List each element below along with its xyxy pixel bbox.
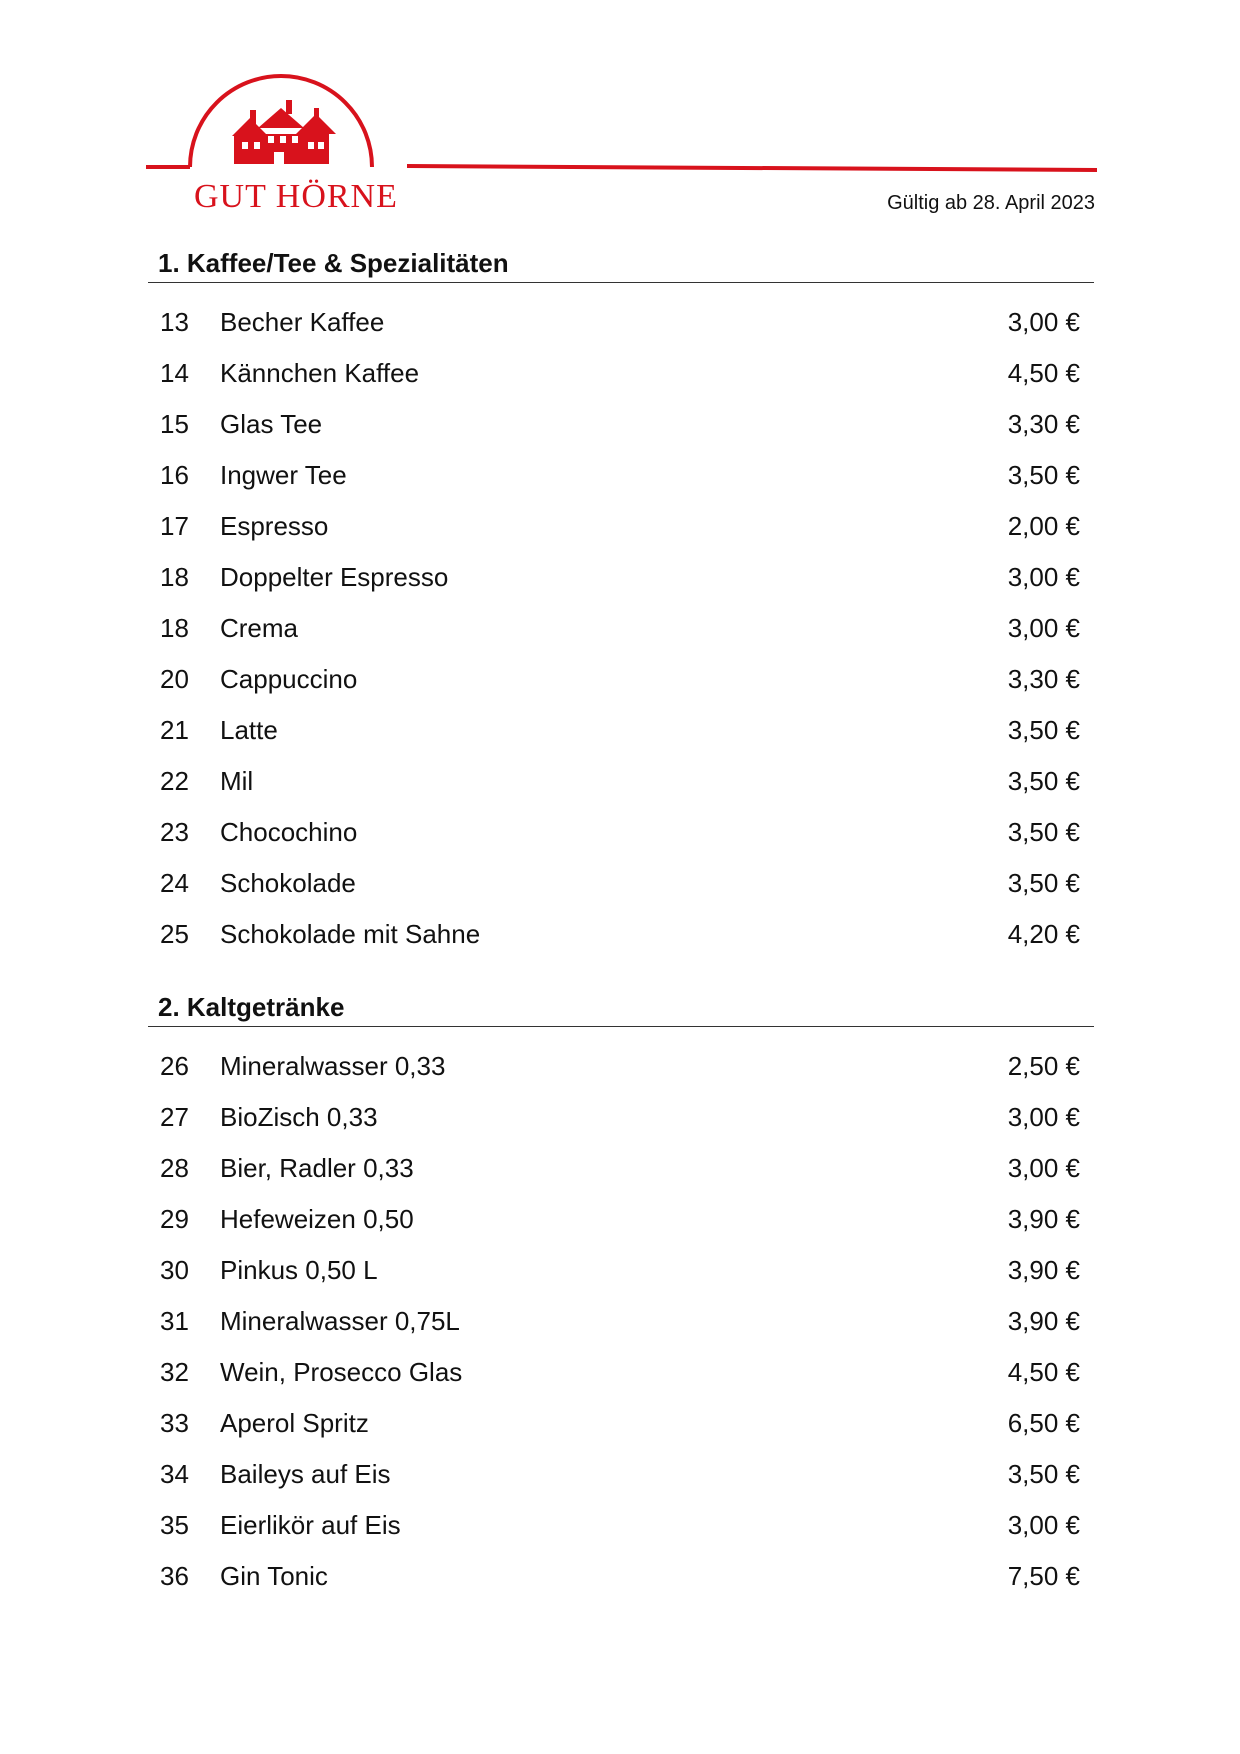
item-name: Cappuccino (220, 664, 358, 694)
item-number: 21 (160, 715, 189, 745)
brand-name: GUT HÖRNE (194, 178, 398, 215)
menu-item-row (148, 756, 1094, 807)
item-name: Baileys auf Eis (220, 1459, 391, 1489)
item-list (148, 1041, 1094, 1602)
menu-item-row (148, 705, 1094, 756)
menu-item-row (148, 909, 1094, 960)
item-number: 15 (160, 409, 189, 439)
item-name: Latte (220, 715, 278, 745)
item-number: 30 (160, 1255, 189, 1285)
item-price: 2,00 € (1007, 511, 1080, 541)
menu-item-row (148, 1194, 1094, 1245)
section-hot-drinks (148, 244, 1094, 960)
menu-item-row (148, 1449, 1094, 1500)
item-name: Aperol Spritz (220, 1408, 369, 1438)
item-price: 3,00 € (1007, 1102, 1080, 1132)
item-price: 3,90 € (1007, 1204, 1080, 1234)
item-price: 3,50 € (1007, 460, 1080, 490)
menu-item-row (148, 450, 1094, 501)
item-number: 24 (160, 868, 189, 898)
menu-item-row (148, 807, 1094, 858)
item-price: 3,90 € (1007, 1255, 1080, 1285)
item-list (148, 297, 1094, 960)
item-name: Eierlikör auf Eis (220, 1510, 401, 1540)
item-price: 3,00 € (1007, 562, 1080, 592)
menu-item-row (148, 1143, 1094, 1194)
item-number: 16 (160, 460, 189, 490)
item-number: 18 (160, 562, 189, 592)
item-name: BioZisch 0,33 (220, 1102, 378, 1132)
item-number: 23 (160, 817, 189, 847)
item-name: Mineralwasser 0,33 (220, 1051, 446, 1081)
item-number: 35 (160, 1510, 189, 1540)
item-name: Schokolade mit Sahne (220, 919, 481, 949)
item-price: 3,30 € (1007, 664, 1080, 694)
item-number: 32 (160, 1357, 189, 1387)
header-red-line (147, 164, 1097, 174)
menu-item-row (148, 1041, 1094, 1092)
menu-item-row (148, 399, 1094, 450)
menu-item-row (148, 1245, 1094, 1296)
menu-item-row (148, 1500, 1094, 1551)
item-number: 25 (160, 919, 189, 949)
menu-item-row (148, 297, 1094, 348)
section-cold-drinks (148, 988, 1094, 1602)
item-name: Kännchen Kaffee (220, 358, 420, 388)
gut-hoerne-logo (146, 72, 416, 222)
item-number: 17 (160, 511, 189, 541)
item-number: 29 (160, 1204, 189, 1234)
section-title: 1. Kaffee/Tee & Spezialitäten (148, 244, 1094, 283)
item-price: 7,50 € (1007, 1561, 1080, 1591)
item-number: 13 (160, 307, 189, 337)
item-price: 2,50 € (1007, 1051, 1080, 1081)
menu-item-row (148, 348, 1094, 399)
item-number: 20 (160, 664, 189, 694)
item-price: 4,50 € (1007, 358, 1080, 388)
menu-item-row (148, 654, 1094, 705)
item-price: 3,30 € (1007, 409, 1080, 439)
item-name: Pinkus 0,50 L (220, 1255, 378, 1285)
menu-item-row (148, 1347, 1094, 1398)
item-name: Schokolade (220, 868, 356, 898)
item-name: Doppelter Espresso (220, 562, 449, 592)
item-name: Chocochino (220, 817, 358, 847)
item-price: 3,00 € (1007, 1153, 1080, 1183)
item-number: 18 (160, 613, 189, 643)
menu-item-row (148, 1398, 1094, 1449)
menu-item-row (148, 1296, 1094, 1347)
item-name: Espresso (220, 511, 329, 541)
item-name: Mineralwasser 0,75L (220, 1306, 460, 1336)
item-name: Crema (220, 613, 299, 643)
valid-from-date: Gültig ab 28. April 2023 (887, 192, 1095, 214)
item-name: Ingwer Tee (220, 460, 347, 490)
item-price: 4,50 € (1007, 1357, 1080, 1387)
item-number: 31 (160, 1306, 189, 1336)
item-number: 33 (160, 1408, 189, 1438)
section-title: 2. Kaltgetränke (148, 988, 1094, 1027)
menu-item-row (148, 1551, 1094, 1602)
item-price: 3,00 € (1007, 1510, 1080, 1540)
item-price: 6,50 € (1007, 1408, 1080, 1438)
item-price: 3,90 € (1007, 1306, 1080, 1336)
item-number: 28 (160, 1153, 189, 1183)
item-price: 3,50 € (1007, 817, 1080, 847)
item-price: 4,20 € (1007, 919, 1080, 949)
menu-item-row (148, 1092, 1094, 1143)
menu-item-row (148, 858, 1094, 909)
item-price: 3,50 € (1007, 715, 1080, 745)
item-name: Becher Kaffee (220, 307, 385, 337)
item-number: 27 (160, 1102, 189, 1132)
menu-item-row (148, 552, 1094, 603)
item-name: Mil (220, 766, 254, 796)
item-number: 34 (160, 1459, 189, 1489)
item-price: 3,50 € (1007, 1459, 1080, 1489)
item-price: 3,50 € (1007, 868, 1080, 898)
item-name: Glas Tee (220, 409, 323, 439)
item-number: 26 (160, 1051, 189, 1081)
item-name: Wein, Prosecco Glas (220, 1357, 463, 1387)
item-price: 3,50 € (1007, 766, 1080, 796)
item-price: 3,00 € (1007, 307, 1080, 337)
item-name: Gin Tonic (220, 1561, 328, 1591)
item-number: 22 (160, 766, 189, 796)
item-number: 14 (160, 358, 189, 388)
item-name: Bier, Radler 0,33 (220, 1153, 414, 1183)
menu-item-row (148, 501, 1094, 552)
item-price: 3,00 € (1007, 613, 1080, 643)
menu-item-row (148, 603, 1094, 654)
item-name: Hefeweizen 0,50 (220, 1204, 414, 1234)
item-number: 36 (160, 1561, 189, 1591)
